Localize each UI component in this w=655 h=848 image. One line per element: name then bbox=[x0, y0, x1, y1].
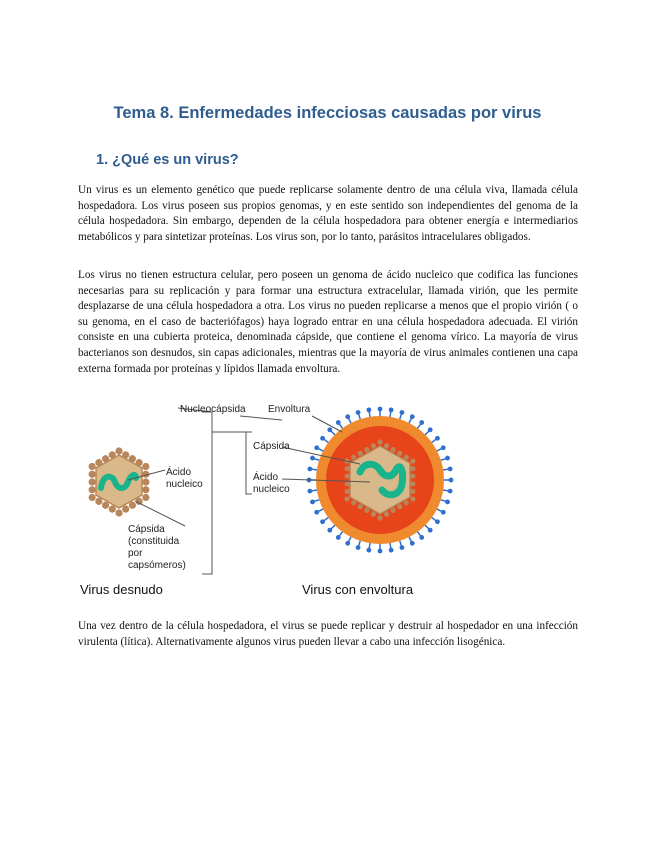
capsomere bbox=[410, 458, 415, 463]
envelope-spike bbox=[448, 466, 453, 471]
capsomere bbox=[109, 506, 116, 513]
capsomere bbox=[102, 502, 109, 509]
label-envoltura: Envoltura bbox=[268, 404, 311, 415]
capsomere bbox=[358, 451, 363, 456]
label-acido-right-1: Ácido bbox=[253, 472, 279, 483]
capsomere bbox=[344, 481, 349, 486]
capsomere bbox=[397, 504, 402, 509]
envelope-spike bbox=[356, 410, 361, 415]
virus-structure-figure bbox=[70, 398, 590, 603]
envelope-spike bbox=[410, 541, 415, 546]
capsomere bbox=[391, 447, 396, 452]
label-acido-left-1: Ácido bbox=[166, 467, 192, 478]
capsomere bbox=[364, 447, 369, 452]
label-acido-right-2: nucleico bbox=[253, 484, 290, 495]
envelope-spike bbox=[445, 500, 450, 505]
envelope-spike bbox=[327, 427, 332, 432]
envelope-spike bbox=[448, 489, 453, 494]
capsomere bbox=[89, 471, 96, 478]
envelope-spike bbox=[336, 420, 341, 425]
caption-naked-virus: Virus desnudo bbox=[80, 582, 163, 597]
envelope-spike bbox=[449, 478, 454, 483]
capsomere bbox=[115, 447, 122, 454]
capsomere bbox=[89, 463, 96, 470]
envelope-spike bbox=[419, 535, 424, 540]
envelope-spike bbox=[389, 548, 394, 553]
envelope-spike bbox=[378, 407, 383, 412]
envelope-spike bbox=[310, 456, 315, 461]
label-capsida-left-2: (constituida bbox=[128, 536, 180, 547]
capsomere bbox=[89, 486, 96, 493]
label-acido-left-2: nucleico bbox=[166, 479, 203, 490]
capsomere bbox=[344, 466, 349, 471]
envelope-spike bbox=[314, 445, 319, 450]
capsomere bbox=[410, 496, 415, 501]
capsomere bbox=[142, 494, 149, 501]
paragraph-virus-definition: Un virus es un elemento genético que puede replicarse solamente dentro de una célula viva, llamada célula hospedadora. Los virus poseen sus propios genomas, y en este sentido son independientes del genoma de la célula hospedadora. Sin embargo, dependen de la célula hospedadora para obtener energía e intermediarios metabólicos y para sintetizar proteínas. Los virus son, por lo tanto, parásitos intracelulares obligados. bbox=[78, 184, 578, 243]
label-capsida-left-4: capsómeros) bbox=[128, 560, 186, 571]
envelope-spike bbox=[345, 414, 350, 419]
label-capsida-left-1: Cápsida bbox=[128, 524, 165, 535]
capsomere bbox=[377, 439, 382, 444]
envelope-spike bbox=[356, 545, 361, 550]
envelope-spike bbox=[307, 489, 312, 494]
envelope-spike bbox=[428, 427, 433, 432]
capsomere bbox=[142, 486, 149, 493]
capsomere bbox=[344, 489, 349, 494]
envelope-spike bbox=[314, 510, 319, 515]
capsomere bbox=[142, 463, 149, 470]
capsomere bbox=[410, 489, 415, 494]
section-heading: 1. ¿Qué es un virus? bbox=[96, 152, 239, 168]
envelope-spike bbox=[320, 436, 325, 441]
capsomere bbox=[115, 509, 122, 516]
capsomere bbox=[371, 443, 376, 448]
envelope-spike bbox=[400, 410, 405, 415]
capsomere bbox=[371, 512, 376, 517]
envelope-spike bbox=[336, 535, 341, 540]
label-capsida-left-3: por bbox=[128, 548, 143, 559]
capsomere bbox=[344, 496, 349, 501]
envelope-spike bbox=[378, 549, 383, 554]
capsomere bbox=[377, 515, 382, 520]
capsomere bbox=[351, 500, 356, 505]
capsomere bbox=[142, 478, 149, 485]
envelope-spike bbox=[435, 436, 440, 441]
envelope-spike bbox=[435, 519, 440, 524]
capsomere bbox=[397, 451, 402, 456]
capsomere bbox=[351, 455, 356, 460]
paragraph-virus-structure: Los virus no tienen estructura celular, pero poseen un genoma de ácido nucleico que codifica las funciones necesarias para su replicación y para formar una estructura extracelular, llamada virión, que les permite desplazarse de una célula hospedadora a otra. Los virus no pueden replicarse a menos que el propio virión ( o su genoma, en el caso de bacteriófagos) haya logrado entrar en una célula hospedadora adecuada. El virión consiste en una cubierta proteica, denominada cápside, que contiene el genoma vírico. La mayoría de virus bacterianos son desnudos, sin capas adicionales, mientras que la mayoría de virus animales contienen una capa externa formada por proteínas y lípidos llamada envoltura. bbox=[78, 269, 578, 375]
paragraph-infection-types: Una vez dentro de la célula hospedadora, el virus se puede replicar y destruir al hospedador en una infección virulenta (lítica). Alternativamente algunos virus pueden llevar a cabo una infección lisogénica. bbox=[78, 620, 578, 648]
capsomere bbox=[384, 443, 389, 448]
envelope-spike bbox=[307, 466, 312, 471]
envelope-spike bbox=[441, 510, 446, 515]
envelope-spike bbox=[389, 407, 394, 412]
capsomere bbox=[364, 508, 369, 513]
capsomere bbox=[89, 478, 96, 485]
envelope-spike bbox=[400, 545, 405, 550]
envelope-spike bbox=[428, 528, 433, 533]
capsomere bbox=[344, 474, 349, 479]
envelope-spike bbox=[310, 500, 315, 505]
capsomere bbox=[391, 508, 396, 513]
envelope-spike bbox=[327, 528, 332, 533]
envelope-spike bbox=[345, 541, 350, 546]
envelope-spike bbox=[366, 548, 371, 553]
envelope-spike bbox=[419, 420, 424, 425]
capsomere bbox=[410, 474, 415, 479]
envelope-spike bbox=[366, 407, 371, 412]
label-capsida-right: Cápsida bbox=[253, 441, 290, 452]
envelope-spike bbox=[445, 456, 450, 461]
enveloped-virus-illustration bbox=[307, 407, 454, 554]
label-nucleocapsida: Nucleocápsida bbox=[180, 404, 246, 415]
capsomere bbox=[122, 506, 129, 513]
envelope-spike bbox=[410, 414, 415, 419]
capsomere bbox=[129, 502, 136, 509]
capsomere bbox=[384, 512, 389, 517]
envelope-spike bbox=[441, 445, 446, 450]
capsomere bbox=[404, 455, 409, 460]
capsomere bbox=[410, 481, 415, 486]
capsomere bbox=[358, 504, 363, 509]
capsomere bbox=[404, 500, 409, 505]
caption-enveloped-virus: Virus con envoltura bbox=[302, 582, 414, 597]
capsomere bbox=[410, 466, 415, 471]
document-title: Tema 8. Enfermedades infecciosas causadas por virus bbox=[113, 104, 542, 122]
naked-virus-illustration bbox=[89, 447, 150, 516]
capsomere bbox=[89, 494, 96, 501]
envelope-spike bbox=[320, 519, 325, 524]
